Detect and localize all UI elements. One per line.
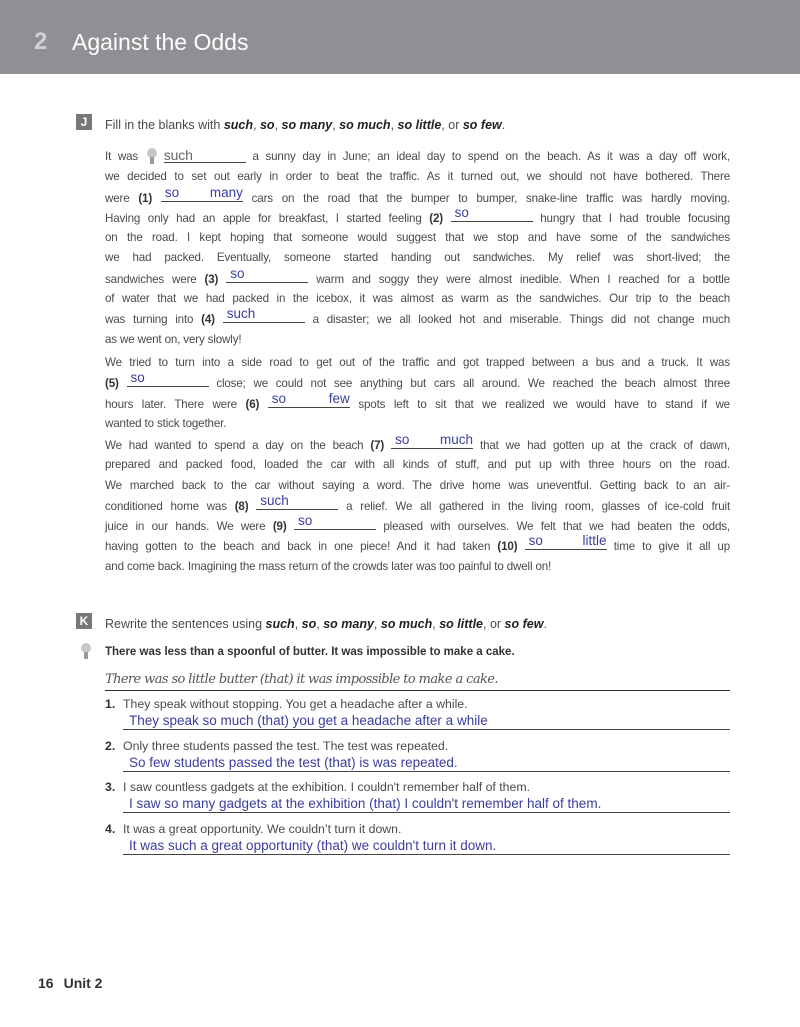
unit-label: Unit 2	[63, 975, 103, 991]
answer-line	[123, 754, 730, 772]
question-number: (8)	[234, 499, 249, 513]
answer-input[interactable]	[395, 432, 473, 447]
option-word: so little	[439, 617, 483, 631]
item-prompt-row	[105, 697, 730, 711]
item-number: 4.	[105, 821, 116, 836]
item-number: 1.	[105, 697, 116, 711]
answer-input[interactable]	[165, 185, 243, 200]
passage-line	[105, 557, 730, 577]
passage-line	[105, 289, 730, 309]
passage-text: of water that we had packed in the icebox, it was almost as warm as the sandwiches. Our trip to the beach	[105, 292, 730, 306]
question-number: (2)	[429, 211, 443, 225]
answer-blank	[223, 309, 305, 323]
answer-input[interactable]	[455, 205, 533, 220]
passage-paragraph	[105, 353, 730, 434]
question-number: (4)	[201, 313, 215, 327]
passage-text: hours later. There were	[105, 397, 246, 411]
passage-text: It was	[105, 150, 145, 163]
passage-line	[105, 147, 730, 167]
answer-blank	[226, 269, 308, 283]
question-number: (10)	[497, 540, 518, 554]
passage-line	[105, 309, 730, 329]
option-word: so few	[462, 118, 502, 132]
item-prompt-row	[105, 822, 730, 836]
passage-text: time to give it all up	[606, 540, 730, 554]
passage-paragraph	[105, 435, 730, 577]
example-blank: such	[164, 149, 246, 163]
option-word: so	[259, 118, 275, 132]
passage-text: prepared and packed food, loaded the car with all kinds of stuff, and put up with three hours on the road.	[105, 458, 730, 472]
passage-text: juice in our hands. We were	[105, 520, 273, 534]
item-number: 2.	[105, 738, 116, 753]
section-k-badge: K	[76, 613, 92, 629]
passage-text: hungry that I had trouble focusing	[532, 211, 730, 225]
item-prompt-row	[105, 780, 730, 794]
option-word: so many	[281, 118, 333, 132]
lightbulb-example-icon	[146, 148, 158, 164]
section-k-instruction: Rewrite the sentences using such, so, so many, so much, so little, or so few.	[105, 617, 547, 631]
unit-title: Against the Odds	[72, 29, 249, 55]
passage-text: that we had gotten up at the crack of dawn,	[473, 439, 730, 452]
passage-text: a disaster; we all looked hot and miserable. Things did not change much	[304, 313, 731, 327]
passage-text: close; we could not see anything but cars all around. We reached the beach almost three	[208, 377, 730, 391]
example-sentence: There was less than a spoonful of butter. It was impossible to make a cake.	[105, 646, 515, 658]
item-prompt-row	[105, 739, 730, 753]
answer-blank	[127, 373, 209, 387]
passage-text: on the road. I kept hoping that someone would suggest that we stop and have some of the sandwiches	[105, 231, 730, 245]
passage-text: conditioned home was	[105, 499, 235, 513]
option-word: such	[223, 118, 253, 132]
passage-line	[105, 208, 730, 228]
passage-text: we had packed. Eventually, someone started handing out sandwiches. My relief was short-lived; the	[105, 251, 730, 265]
passage-line	[105, 394, 730, 414]
passage-line	[105, 228, 730, 248]
answer-line	[123, 795, 730, 813]
answer-blank	[391, 435, 473, 449]
rewrite-item	[105, 780, 730, 813]
passage-text: pleased with ourselves. We felt that we had beaten the odds,	[375, 520, 730, 534]
passage-text: a relief. We all gathered in the living room, glasses of ice-cold fruit	[338, 499, 731, 513]
rewrite-item	[105, 739, 730, 772]
question-number: (6)	[245, 397, 260, 411]
answer-input[interactable]	[230, 266, 308, 281]
answer-text[interactable]: So few students passed the test (that) is was repeated.	[129, 754, 458, 770]
passage-text: We tried to turn into a side road to get out of the traffic and got trapped between a bus and a truck. It was	[105, 356, 730, 369]
question-number: (3)	[204, 272, 219, 286]
passage-text: sandwiches were	[105, 272, 205, 286]
passage-text: We had wanted to spend a day on the beach	[105, 439, 371, 452]
passage-text: Having only had an apple for breakfast, I started feeling	[105, 211, 430, 225]
item-prompt: Only three students passed the test. The test was repeated.	[123, 738, 449, 753]
answer-line	[123, 837, 730, 855]
answer-input[interactable]	[529, 533, 607, 548]
section-j-badge: J	[76, 114, 92, 130]
answer-line	[123, 712, 730, 730]
question-number: (1)	[138, 191, 153, 205]
question-number: (7)	[370, 439, 385, 452]
passage-text: warm and soggy they were almost inedible. When I reached for a bottle	[308, 272, 730, 286]
passage-text: as we went on, very slowly!	[105, 332, 242, 346]
page-footer	[38, 975, 102, 991]
answer-blank	[256, 496, 338, 510]
passage-text: wanted to stick together.	[105, 416, 227, 430]
passage-line	[105, 330, 730, 350]
item-prompt: I saw countless gadgets at the exhibition. I couldn't remember half of them.	[123, 780, 530, 794]
instruction-prefix: Rewrite the sentences using	[105, 617, 266, 631]
item-prompt: They speak without stopping. You get a headache after a while.	[123, 697, 468, 711]
rewrite-item	[105, 697, 730, 730]
passage-text: having gotten to the beach and back in one piece! And it had taken	[105, 540, 498, 554]
answer-input[interactable]	[131, 370, 209, 385]
passage-line	[105, 496, 730, 516]
question-number: (9)	[272, 520, 287, 534]
answer-input[interactable]	[260, 493, 338, 508]
answer-input[interactable]	[298, 513, 376, 528]
passage-line	[105, 248, 730, 268]
unit-header	[0, 0, 800, 74]
question-number: (5)	[105, 377, 119, 391]
answer-text[interactable]: It was such a great opportunity (that) we couldn't turn it down.	[129, 837, 497, 853]
answer-text[interactable]: I saw so many gadgets at the exhibition (that) I couldn't remember half of them.	[129, 796, 602, 811]
passage-text: spots left to sit that we realized we would have to stand if we	[349, 397, 730, 411]
passage-line	[105, 188, 730, 208]
passage-line	[105, 536, 730, 556]
answer-blank	[294, 516, 376, 530]
option-word: so much	[380, 617, 433, 631]
item-number: 3.	[105, 780, 116, 794]
answer-blank	[161, 188, 243, 202]
option-word: so	[301, 617, 317, 631]
passage-line	[105, 269, 730, 289]
option-word: so many	[323, 617, 374, 631]
instruction-prefix: Fill in the blanks with	[105, 118, 224, 132]
answer-input[interactable]	[227, 306, 305, 321]
example-answer: There was so little butter (that) it was impossible to make a cake.	[105, 672, 730, 691]
passage-text: we decided to set out early in order to beat the traffic. As it turned out, we should not have bothered. There	[105, 170, 730, 184]
option-word: so few	[504, 617, 544, 631]
lightbulb-example-icon	[80, 643, 92, 659]
option-word: such	[265, 617, 295, 631]
section-j-instruction: Fill in the blanks with such, so, so many, so much, so little, or so few.	[105, 118, 506, 132]
passage-line	[105, 435, 730, 455]
passage-line	[105, 455, 730, 475]
answer-blank	[268, 394, 350, 408]
answer-blank	[451, 208, 533, 222]
passage-text: a sunny day in June; an ideal day to spend on the beach. As it was a day off work,	[245, 150, 731, 163]
passage-text: were	[105, 191, 139, 205]
passage-line	[105, 516, 730, 536]
passage-line	[105, 373, 730, 393]
passage-line	[105, 476, 730, 496]
answer-input[interactable]	[272, 391, 350, 406]
answer-blank	[525, 536, 607, 550]
option-word: so little	[397, 118, 442, 132]
answer-text[interactable]: They speak so much (that) you get a headache after a while	[129, 713, 488, 728]
passage-text: was turning into	[105, 313, 202, 327]
passage-text: We marched back to the car without saying a word. The drive home was uneventful. Getting back to an air-	[105, 478, 730, 492]
page-number: 16	[38, 975, 54, 991]
item-prompt: It was a great opportunity. We couldn’t turn it down.	[123, 821, 402, 836]
passage-paragraph	[105, 147, 730, 350]
unit-number: 2	[34, 28, 48, 55]
passage-text: and come back. Imagining the mass return of the crowds later was too painful to dwell on!	[105, 559, 552, 573]
option-word: so much	[339, 118, 391, 132]
rewrite-item	[105, 822, 730, 855]
passage-text: cars on the road that the bumper to bumper, snake-line traffic was hardly moving.	[242, 191, 730, 205]
